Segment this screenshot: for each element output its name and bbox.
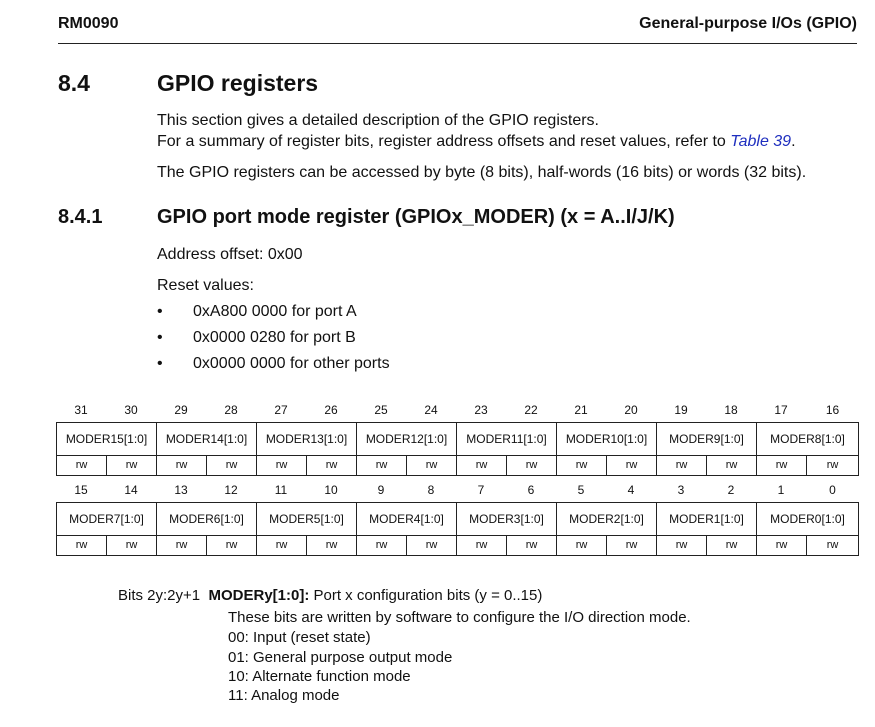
register-field: MODER9[1:0]: [657, 423, 757, 455]
bits-description-line: 01: General purpose output mode: [228, 649, 453, 666]
access-cell: rw: [707, 456, 757, 475]
access-cell: rw: [357, 456, 407, 475]
bit-number: 0: [829, 483, 836, 497]
access-cell: rw: [57, 456, 107, 475]
bit-number: 1: [777, 483, 785, 497]
field-name: MODERy[1:0]:: [208, 587, 310, 604]
bit-number: 12: [224, 483, 238, 497]
bit-number: 6: [527, 483, 535, 497]
bit-number: 25: [374, 403, 388, 417]
access-cell: rw: [307, 456, 357, 475]
bit-number: 30: [124, 403, 138, 417]
bit-number: 11: [274, 483, 288, 497]
reset-values-label: Reset values:: [157, 277, 254, 294]
access-cell: rw: [107, 456, 157, 475]
bit-number: 20: [624, 403, 638, 417]
section-number: 8.4: [58, 70, 90, 96]
bit-number: 29: [174, 403, 188, 417]
bullet-icon: •: [157, 355, 163, 372]
access-cell: rw: [607, 536, 657, 555]
access-cell: rw: [207, 536, 257, 555]
register-field: MODER1[1:0]: [657, 503, 757, 535]
subsection-number: 8.4.1: [58, 206, 103, 228]
bit-number: 24: [424, 403, 438, 417]
bit-number: 2: [727, 483, 735, 497]
bits-description-line: 00: Input (reset state): [228, 629, 371, 646]
bit-number: 8: [427, 483, 435, 497]
bit-number: 3: [677, 483, 685, 497]
access-cell: rw: [57, 536, 107, 555]
bit-number: 31: [74, 403, 88, 417]
upper-access-row: [56, 456, 859, 476]
access-cell: rw: [407, 536, 457, 555]
bit-number: 23: [474, 403, 488, 417]
access-cell: rw: [507, 456, 557, 475]
access-cell: rw: [607, 456, 657, 475]
intro-line-2: [157, 132, 796, 152]
bit-number: 22: [524, 403, 538, 417]
access-cell: rw: [557, 536, 607, 555]
bits-range: Bits 2y:2y+1: [118, 587, 201, 604]
reset-value-text: 0x0000 0280 for port B: [193, 329, 356, 346]
register-field: MODER12[1:0]: [357, 423, 457, 455]
section-title: GPIO registers: [157, 70, 319, 96]
register-field: MODER10[1:0]: [557, 423, 657, 455]
access-cell: rw: [507, 536, 557, 555]
bit-number: 5: [577, 483, 585, 497]
register-field: MODER5[1:0]: [257, 503, 357, 535]
access-cell: rw: [457, 536, 507, 555]
table-39-link[interactable]: Table 39: [730, 133, 792, 150]
bit-number: 28: [224, 403, 238, 417]
access-cell: rw: [457, 456, 507, 475]
register-field: MODER15[1:0]: [57, 423, 157, 455]
access-cell: rw: [157, 536, 207, 555]
bit-number: 7: [477, 483, 485, 497]
access-cell: rw: [207, 456, 257, 475]
access-cell: rw: [307, 536, 357, 555]
upper-bit-numbers: [56, 403, 859, 421]
register-field: MODER14[1:0]: [157, 423, 257, 455]
field-summary: Port x configuration bits (y = 0..15): [309, 587, 543, 604]
lower-access-row: [56, 536, 859, 556]
access-cell: rw: [757, 536, 807, 555]
document-id: RM0090: [58, 15, 119, 32]
bit-number: 4: [627, 483, 635, 497]
register-field: MODER4[1:0]: [357, 503, 457, 535]
reset-value-text: 0x0000 0000 for other ports: [193, 355, 390, 372]
chapter-title: General-purpose I/Os (GPIO): [639, 15, 857, 32]
bit-number: 17: [774, 403, 788, 417]
access-cell: rw: [707, 536, 757, 555]
bullet-icon: •: [157, 329, 163, 346]
bit-number: 18: [724, 403, 738, 417]
intro-line-1: This section gives a detailed description of the GPIO registers.: [157, 112, 599, 129]
bit-number: 13: [174, 483, 188, 497]
bit-number: 16: [825, 403, 840, 417]
bullet-icon: •: [157, 303, 163, 320]
access-cell: rw: [826, 459, 839, 471]
access-cell: rw: [257, 456, 307, 475]
register-field: MODER6[1:0]: [157, 503, 257, 535]
bit-number: 27: [274, 403, 288, 417]
register-field: MODER0[1:0]: [770, 512, 845, 526]
register-field: MODER13[1:0]: [257, 423, 357, 455]
bits-description-line: These bits are written by software to configure the I/O direction mode.: [228, 609, 691, 626]
access-cell: rw: [357, 536, 407, 555]
address-offset: Address offset: 0x00: [157, 246, 303, 263]
access-cell: rw: [657, 536, 707, 555]
bits-description-line: 11: Analog mode: [228, 687, 340, 704]
bit-number: 26: [324, 403, 338, 417]
intro-line-2-prefix: For a summary of register bits, register address offsets and reset values, refer to: [157, 133, 731, 150]
register-field: MODER7[1:0]: [57, 503, 157, 535]
register-field: MODER2[1:0]: [557, 503, 657, 535]
register-field: MODER11[1:0]: [457, 423, 557, 455]
bits-description-line: 10: Alternate function mode: [228, 668, 411, 685]
access-cell: rw: [407, 456, 457, 475]
bit-number: 14: [124, 483, 138, 497]
subsection-title: GPIO port mode register (GPIOx_MODER) (x = A..I/J/K): [157, 206, 675, 228]
access-cell: rw: [826, 539, 839, 551]
access-cell: rw: [257, 536, 307, 555]
access-cell: rw: [557, 456, 607, 475]
bits-description-heading: [118, 587, 542, 604]
bit-number: 15: [74, 483, 88, 497]
intro-line-2-suffix: .: [791, 133, 796, 150]
register-field: MODER3[1:0]: [457, 503, 557, 535]
reset-value-text: 0xA800 0000 for port A: [193, 303, 357, 320]
lower-fields-row: [56, 502, 859, 536]
access-cell: rw: [657, 456, 707, 475]
bit-number: 21: [574, 403, 588, 417]
access-cell: rw: [107, 536, 157, 555]
access-cell: rw: [157, 456, 207, 475]
lower-bit-numbers: [56, 483, 859, 501]
register-field: MODER8[1:0]: [770, 432, 845, 446]
bit-number: 19: [674, 403, 688, 417]
page-header: [58, 15, 857, 44]
bit-number: 9: [377, 483, 385, 497]
access-text: The GPIO registers can be accessed by byte (8 bits), half-words (16 bits) or words (32 bits).: [157, 164, 807, 181]
access-cell: rw: [757, 456, 807, 475]
bit-number: 10: [324, 483, 338, 497]
upper-fields-row: [56, 422, 859, 456]
